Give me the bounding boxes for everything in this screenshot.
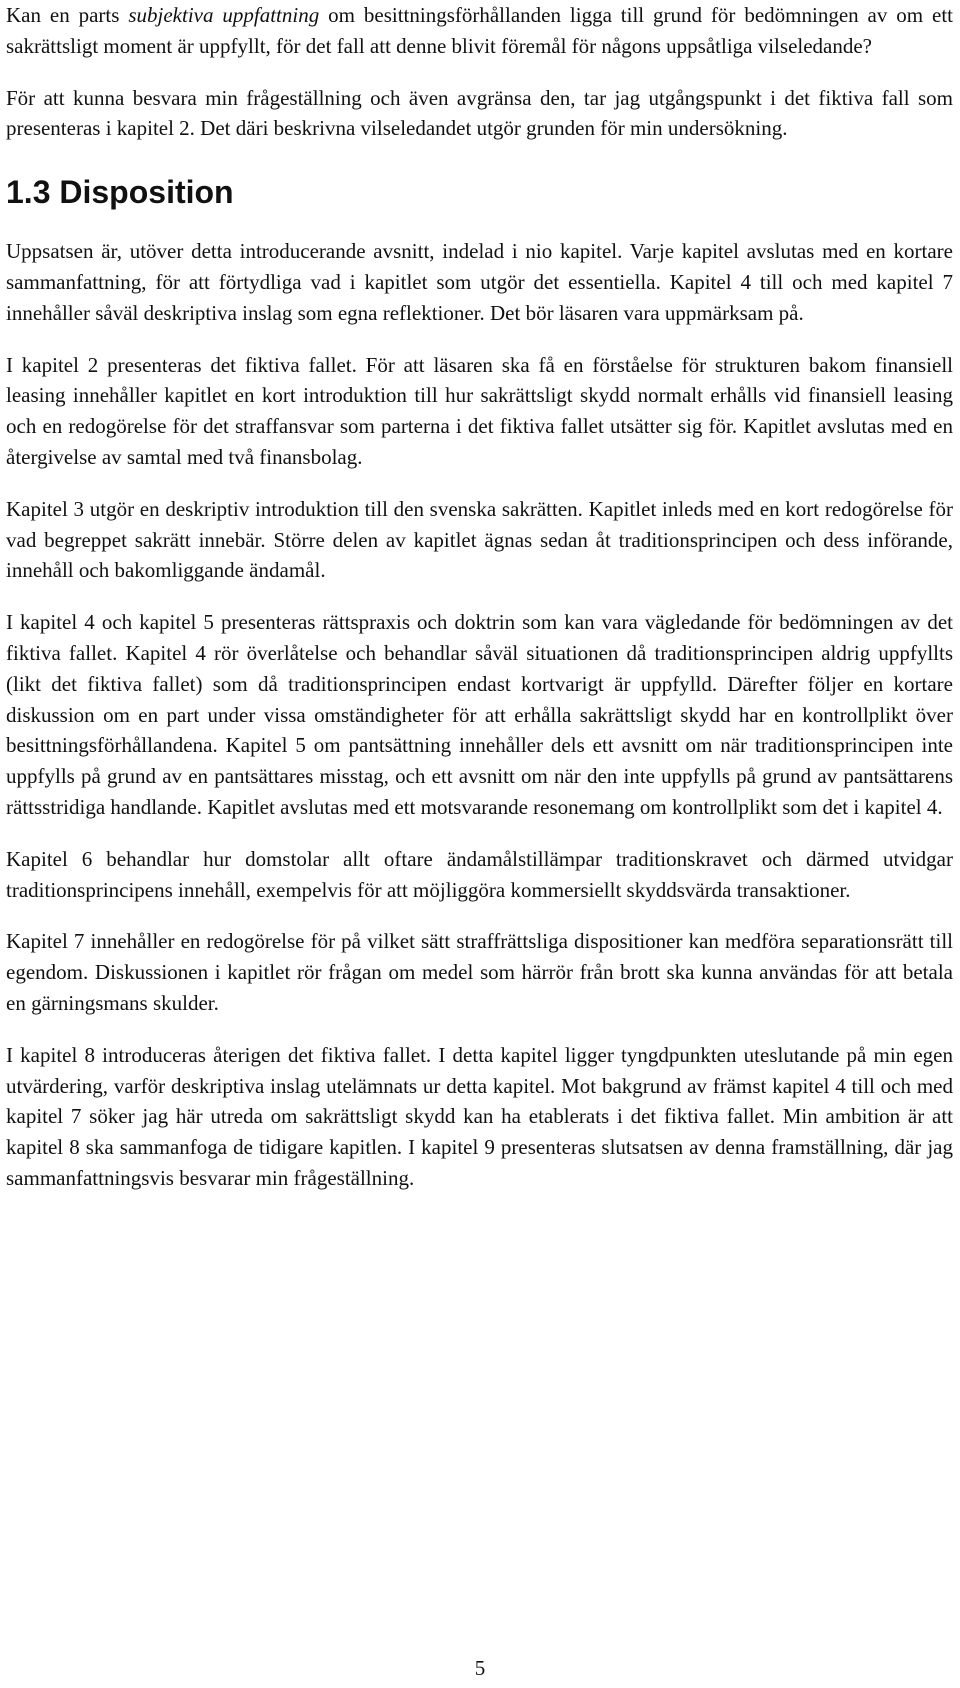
body-paragraph-1: Uppsatsen är, utöver detta introducerande avsnitt, indelad i nio kapitel. Varje kapitel avslutas med en kortare sammanfattning, för att förtydliga vad i kapitlet som utgör det essentiella. Kapitel 4 till och med kapitel 7 innehåller såväl deskriptiva inslag som egna reflektioner. Det bör läsaren vara uppmärksam på. (6, 239, 953, 325)
intro-italic-term: subjektiva uppfattning (128, 3, 320, 27)
body-paragraph-4: I kapitel 4 och kapitel 5 presenteras rättspraxis och doktrin som kan vara vägledande för bedömningen av det fiktiva fallet. Kapitel 4 rör överlåtelse och behandlar såväl situationen då traditionsprincipen aldrig uppfyllts (likt det fiktiva fallet) som då traditionsprincipen endast kortvarigt är uppfylld. Därefter följer en kortare diskussion om en part under vissa omständigheter för att erhålla sakrättsligt skydd har en kontrollplikt över besittningsförhållandena. Kapitel 5 om pantsättning innehåller dels ett avsnitt om när traditionsprincipen inte uppfylls på grund av en pantsättares misstag, och ett avsnitt om när den inte uppfylls på grund av pantsättarens rättsstridiga handlande. Kapitlet avslutas med ett motsvarande resonemang om kontrollplikt som det i kapitel 4. (6, 610, 953, 819)
body-paragraph-3: Kapitel 3 utgör en deskriptiv introduktion till den svenska sakrätten. Kapitlet inleds med en kort redogörelse för vad begreppet sakrätt innebär. Större delen av kapitlet ägnas sedan åt traditionsprincipen och dess införande, innehåll och bakomliggande ändamål. (6, 496, 953, 583)
scope-paragraph: För att kunna besvara min frågeställning och även avgränsa den, tar jag utgångspunkt i det fiktiva fall som presenteras i kapitel 2. Det däri beskrivna vilseledandet utgör grunden för min undersökning. (6, 85, 953, 141)
intro-paragraph (6, 0, 953, 62)
intro-text-end: om besittningsförhållanden ligga till grund för bedömningen av om ett sakrättsligt moment är uppfyllt, för det fall att denne blivit föremål för någons uppsåtliga vilseledande? (6, 3, 953, 58)
page-number: 5 (474, 1656, 486, 1680)
page-content (6, 0, 953, 1194)
section-heading: 1.3 Disposition (6, 174, 234, 211)
body-paragraph-6: Kapitel 7 innehåller en redogörelse för på vilket sätt straffrättsliga dispositioner kan medföra separationsrätt till egendom. Diskussionen i kapitlet rör frågan om medel som härrör från brott ska kunna användas för att betala en gärningsmans skulder. (6, 929, 953, 1015)
intro-text-start: Kan en parts (6, 3, 129, 27)
body-paragraph-2: I kapitel 2 presenteras det fiktiva fallet. För att läsaren ska få en förståelse för strukturen bakom finansiell leasing innehåller kapitlet en kort introduktion till hur sakrättsligt skydd normalt erhålls vid finansiell leasing och en redogörelse för det straffansvar som parterna i det fiktiva fallet utsätter sig för. Kapitlet avslutas med en återgivelse av samtal med två finansbolag. (6, 352, 953, 469)
body-paragraph-5: Kapitel 6 behandlar hur domstolar allt oftare ändamålstillämpar traditionskravet och därmed utvidgar traditionsprincipens innehåll, exempelvis för att möjliggöra kommersiellt skyddsvärda transaktioner. (6, 846, 953, 902)
body-paragraph-7: I kapitel 8 introduceras återigen det fiktiva fallet. I detta kapitel ligger tyngdpunkten uteslutande på min egen utvärdering, varför deskriptiva inslag utelämnats ur detta kapitel. Mot bakgrund av främst kapitel 4 till och med kapitel 7 söker jag här utreda om sakrättsligt skydd kan ha etablerats i det fiktiva fallet. Min ambition är att kapitel 8 ska sammanfoga de tidigare kapitlen. I kapitel 9 presenteras slutsatsen av denna framställning, där jag sammanfattningsvis besvarar min frågeställning. (6, 1042, 953, 1190)
